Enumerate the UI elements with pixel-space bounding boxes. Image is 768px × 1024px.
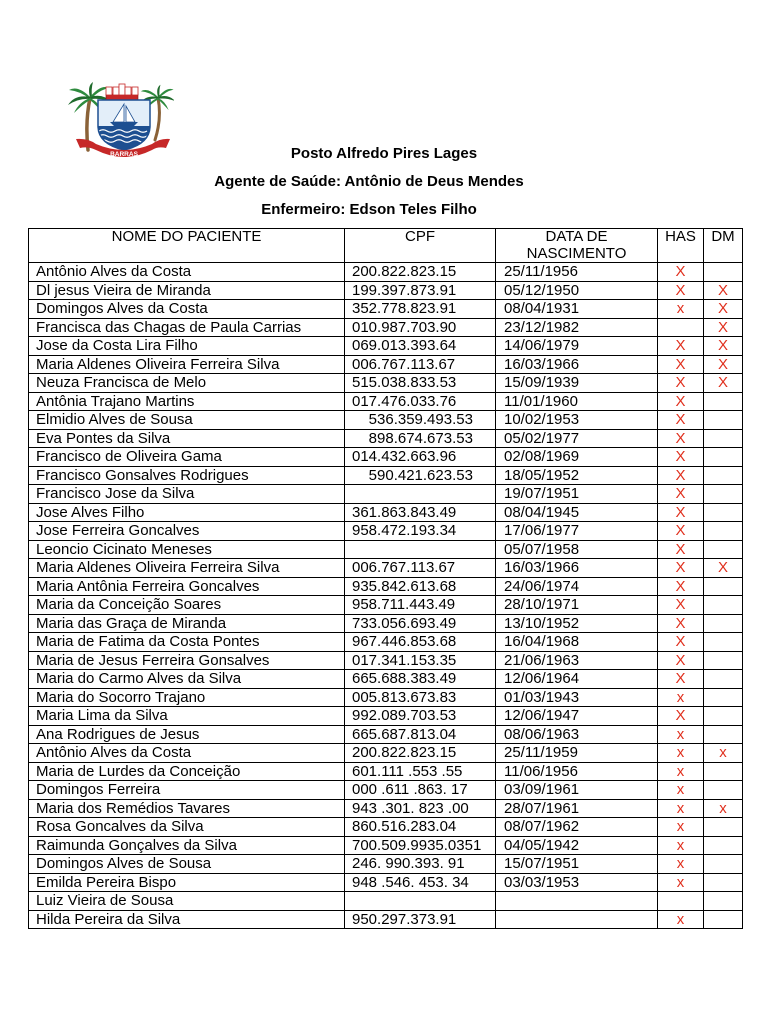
has-mark: X bbox=[658, 651, 704, 670]
table-row bbox=[29, 355, 743, 374]
patient-cpf: 733.056.693.49 bbox=[345, 614, 496, 633]
dm-mark bbox=[704, 540, 743, 559]
patient-cpf: 000 .611 .863. 17 bbox=[345, 781, 496, 800]
dm-mark bbox=[704, 855, 743, 874]
patient-cpf: 200.822.823.15 bbox=[345, 744, 496, 763]
patient-name: Raimunda Gonçalves da Silva bbox=[29, 836, 345, 855]
patient-cpf: 958.472.193.34 bbox=[345, 522, 496, 541]
has-mark: x bbox=[658, 910, 704, 929]
table-row bbox=[29, 429, 743, 448]
table-row bbox=[29, 392, 743, 411]
patient-name: Antônia Trajano Martins bbox=[29, 392, 345, 411]
patient-birth-date: 17/06/1977 bbox=[496, 522, 658, 541]
patient-birth-date: 16/03/1966 bbox=[496, 355, 658, 374]
patient-cpf: 069.013.393.64 bbox=[345, 337, 496, 356]
patient-name: Rosa Goncalves da Silva bbox=[29, 818, 345, 837]
patient-birth-date: 28/10/1971 bbox=[496, 596, 658, 615]
has-mark: X bbox=[658, 577, 704, 596]
patient-birth-date: 05/02/1977 bbox=[496, 429, 658, 448]
has-mark: X bbox=[658, 633, 704, 652]
has-mark: X bbox=[658, 670, 704, 689]
dm-mark bbox=[704, 633, 743, 652]
dm-mark: x bbox=[704, 744, 743, 763]
dm-mark bbox=[704, 688, 743, 707]
has-mark: x bbox=[658, 688, 704, 707]
dm-mark bbox=[704, 596, 743, 615]
dm-mark bbox=[704, 614, 743, 633]
patient-cpf: 017.341.153.35 bbox=[345, 651, 496, 670]
patient-birth-date bbox=[496, 910, 658, 929]
patient-name: Maria das Graça de Miranda bbox=[29, 614, 345, 633]
patient-birth-date: 19/07/1951 bbox=[496, 485, 658, 504]
has-mark: x bbox=[658, 744, 704, 763]
table-row bbox=[29, 540, 743, 559]
has-mark: x bbox=[658, 762, 704, 781]
table-row bbox=[29, 688, 743, 707]
dm-mark bbox=[704, 429, 743, 448]
table-row bbox=[29, 318, 743, 337]
patient-cpf: 005.813.673.83 bbox=[345, 688, 496, 707]
ribbon-text: BARRAS bbox=[110, 151, 138, 158]
patient-birth-date: 12/06/1964 bbox=[496, 670, 658, 689]
patient-cpf: 010.987.703.90 bbox=[345, 318, 496, 337]
patient-cpf: 590.421.623.53 bbox=[345, 466, 496, 485]
has-mark: X bbox=[658, 707, 704, 726]
dm-mark bbox=[704, 873, 743, 892]
table-row bbox=[29, 411, 743, 430]
has-mark: x bbox=[658, 855, 704, 874]
dm-mark bbox=[704, 448, 743, 467]
patient-birth-date: 02/08/1969 bbox=[496, 448, 658, 467]
patient-birth-date: 08/04/1945 bbox=[496, 503, 658, 522]
table-row bbox=[29, 781, 743, 800]
patient-name: Domingos Alves de Sousa bbox=[29, 855, 345, 874]
dm-mark bbox=[704, 781, 743, 800]
dm-mark bbox=[704, 762, 743, 781]
patient-name: Ana Rodrigues de Jesus bbox=[29, 725, 345, 744]
patient-name: Maria de Lurdes da Conceição bbox=[29, 762, 345, 781]
patient-birth-date: 21/06/1963 bbox=[496, 651, 658, 670]
patient-birth-date: 15/07/1951 bbox=[496, 855, 658, 874]
patient-cpf: 967.446.853.68 bbox=[345, 633, 496, 652]
dm-mark bbox=[704, 503, 743, 522]
patient-birth-date: 11/01/1960 bbox=[496, 392, 658, 411]
patient-cpf: 948 .546. 453. 34 bbox=[345, 873, 496, 892]
has-mark: X bbox=[658, 392, 704, 411]
patient-name: Antônio Alves da Costa bbox=[29, 263, 345, 282]
patient-cpf: 006.767.113.67 bbox=[345, 355, 496, 374]
has-mark: x bbox=[658, 725, 704, 744]
patient-cpf: 352.778.823.91 bbox=[345, 300, 496, 319]
patient-birth-date: 03/03/1953 bbox=[496, 873, 658, 892]
table-row bbox=[29, 670, 743, 689]
has-mark: x bbox=[658, 836, 704, 855]
patient-cpf bbox=[345, 540, 496, 559]
dm-mark bbox=[704, 725, 743, 744]
patient-birth-date: 08/07/1962 bbox=[496, 818, 658, 837]
table-row bbox=[29, 873, 743, 892]
table-row bbox=[29, 855, 743, 874]
has-mark: X bbox=[658, 540, 704, 559]
patient-cpf: 361.863.843.49 bbox=[345, 503, 496, 522]
patient-cpf: 958.711.443.49 bbox=[345, 596, 496, 615]
patient-birth-date: 03/09/1961 bbox=[496, 781, 658, 800]
dm-mark bbox=[704, 485, 743, 504]
has-mark: x bbox=[658, 818, 704, 837]
has-mark: X bbox=[658, 503, 704, 522]
patient-name: Emilda Pereira Bispo bbox=[29, 873, 345, 892]
patient-birth-date: 25/11/1959 bbox=[496, 744, 658, 763]
has-mark: X bbox=[658, 596, 704, 615]
patient-name: Maria da Conceição Soares bbox=[29, 596, 345, 615]
patient-name: Maria Aldenes Oliveira Ferreira Silva bbox=[29, 355, 345, 374]
patient-cpf: 898.674.673.53 bbox=[345, 429, 496, 448]
column-header-name: NOME DO PACIENTE bbox=[29, 229, 345, 263]
dm-mark bbox=[704, 577, 743, 596]
patient-name: Hilda Pereira da Silva bbox=[29, 910, 345, 929]
dm-mark: X bbox=[704, 281, 743, 300]
table-row bbox=[29, 744, 743, 763]
patient-birth-date: 16/03/1966 bbox=[496, 559, 658, 578]
patient-name: Neuza Francisca de Melo bbox=[29, 374, 345, 393]
has-mark: X bbox=[658, 281, 704, 300]
patient-birth-date: 14/06/1979 bbox=[496, 337, 658, 356]
patient-name: Domingos Ferreira bbox=[29, 781, 345, 800]
patient-birth-date: 24/06/1974 bbox=[496, 577, 658, 596]
table-row bbox=[29, 651, 743, 670]
patient-name: Maria do Carmo Alves da Silva bbox=[29, 670, 345, 689]
dm-mark: X bbox=[704, 559, 743, 578]
has-mark: x bbox=[658, 799, 704, 818]
patient-name: Maria de Fatima da Costa Pontes bbox=[29, 633, 345, 652]
column-header-birth-date: DATA DE NASCIMENTO bbox=[496, 229, 658, 263]
table-row bbox=[29, 596, 743, 615]
has-mark: X bbox=[658, 337, 704, 356]
patient-cpf bbox=[345, 485, 496, 504]
has-mark: x bbox=[658, 873, 704, 892]
table-row bbox=[29, 263, 743, 282]
table-row bbox=[29, 892, 743, 911]
dm-mark bbox=[704, 707, 743, 726]
has-mark: X bbox=[658, 263, 704, 282]
table-row bbox=[29, 633, 743, 652]
table-row bbox=[29, 836, 743, 855]
patient-cpf bbox=[345, 892, 496, 911]
patient-name: Maria do Socorro Trajano bbox=[29, 688, 345, 707]
patient-name: Leoncio Cicinato Meneses bbox=[29, 540, 345, 559]
patient-birth-date: 25/11/1956 bbox=[496, 263, 658, 282]
patient-birth-date: 16/04/1968 bbox=[496, 633, 658, 652]
has-mark: X bbox=[658, 614, 704, 633]
column-header-has: HAS bbox=[658, 229, 704, 263]
patient-cpf: 200.822.823.15 bbox=[345, 263, 496, 282]
patient-birth-date: 28/07/1961 bbox=[496, 799, 658, 818]
patient-rows bbox=[29, 263, 743, 929]
has-mark: X bbox=[658, 522, 704, 541]
patient-cpf: 860.516.283.04 bbox=[345, 818, 496, 837]
dm-mark bbox=[704, 522, 743, 541]
column-header-dm: DM bbox=[704, 229, 743, 263]
patient-name: Jose da Costa Lira Filho bbox=[29, 337, 345, 356]
has-mark: X bbox=[658, 485, 704, 504]
table-row bbox=[29, 707, 743, 726]
dm-mark bbox=[704, 836, 743, 855]
table-row bbox=[29, 577, 743, 596]
table-row bbox=[29, 485, 743, 504]
patient-birth-date: 05/07/1958 bbox=[496, 540, 658, 559]
has-mark: x bbox=[658, 781, 704, 800]
patient-name: Francisca das Chagas de Paula Carrias bbox=[29, 318, 345, 337]
patient-birth-date: 12/06/1947 bbox=[496, 707, 658, 726]
patient-name: Jose Ferreira Goncalves bbox=[29, 522, 345, 541]
patient-cpf: 199.397.873.91 bbox=[345, 281, 496, 300]
patient-name: Eva Pontes da Silva bbox=[29, 429, 345, 448]
patient-cpf: 601.111 .553 .55 bbox=[345, 762, 496, 781]
header-row bbox=[29, 229, 743, 263]
patient-cpf: 700.509.9935.0351 bbox=[345, 836, 496, 855]
table-row bbox=[29, 614, 743, 633]
patient-birth-date: 05/12/1950 bbox=[496, 281, 658, 300]
patient-birth-date: 13/10/1952 bbox=[496, 614, 658, 633]
has-mark: X bbox=[658, 559, 704, 578]
patient-cpf: 017.476.033.76 bbox=[345, 392, 496, 411]
has-mark bbox=[658, 892, 704, 911]
dm-mark: X bbox=[704, 355, 743, 374]
patient-name: Francisco de Oliveira Gama bbox=[29, 448, 345, 467]
patient-name: Domingos Alves da Costa bbox=[29, 300, 345, 319]
table-row bbox=[29, 799, 743, 818]
dm-mark: X bbox=[704, 318, 743, 337]
has-mark: X bbox=[658, 355, 704, 374]
table-row bbox=[29, 910, 743, 929]
dm-mark bbox=[704, 263, 743, 282]
patient-cpf: 950.297.373.91 bbox=[345, 910, 496, 929]
patient-name: Jose Alves Filho bbox=[29, 503, 345, 522]
patient-birth-date: 23/12/1982 bbox=[496, 318, 658, 337]
patient-table bbox=[28, 228, 743, 929]
patient-name: Maria de Jesus Ferreira Gonsalves bbox=[29, 651, 345, 670]
has-mark: X bbox=[658, 466, 704, 485]
table-row bbox=[29, 466, 743, 485]
table-row bbox=[29, 503, 743, 522]
table-row bbox=[29, 818, 743, 837]
dm-mark bbox=[704, 910, 743, 929]
patient-name: Antônio Alves da Costa bbox=[29, 744, 345, 763]
has-mark: X bbox=[658, 411, 704, 430]
health-agent-line: Agente de Saúde: Antônio de Deus Mendes bbox=[214, 173, 524, 190]
dm-mark bbox=[704, 670, 743, 689]
patient-name: Maria Antônia Ferreira Goncalves bbox=[29, 577, 345, 596]
has-mark: X bbox=[658, 448, 704, 467]
table-row bbox=[29, 522, 743, 541]
patient-birth-date: 08/06/1963 bbox=[496, 725, 658, 744]
column-header-cpf: CPF bbox=[345, 229, 496, 263]
patient-name: Maria dos Remédios Tavares bbox=[29, 799, 345, 818]
patient-birth-date: 15/09/1939 bbox=[496, 374, 658, 393]
table-row bbox=[29, 374, 743, 393]
has-mark: X bbox=[658, 429, 704, 448]
dm-mark bbox=[704, 466, 743, 485]
table-row bbox=[29, 448, 743, 467]
patient-cpf: 992.089.703.53 bbox=[345, 707, 496, 726]
table-row bbox=[29, 281, 743, 300]
patient-cpf: 935.842.613.68 bbox=[345, 577, 496, 596]
table-row bbox=[29, 300, 743, 319]
has-mark: X bbox=[658, 374, 704, 393]
table-row bbox=[29, 337, 743, 356]
table-row bbox=[29, 762, 743, 781]
patient-name: Francisco Jose da Silva bbox=[29, 485, 345, 504]
dm-mark bbox=[704, 818, 743, 837]
patient-birth-date: 04/05/1942 bbox=[496, 836, 658, 855]
patient-birth-date: 01/03/1943 bbox=[496, 688, 658, 707]
patient-cpf: 665.688.383.49 bbox=[345, 670, 496, 689]
patient-name: Elmidio Alves de Sousa bbox=[29, 411, 345, 430]
patient-name: Maria Lima da Silva bbox=[29, 707, 345, 726]
dm-mark: X bbox=[704, 300, 743, 319]
patient-birth-date bbox=[496, 892, 658, 911]
patient-cpf: 246. 990.393. 91 bbox=[345, 855, 496, 874]
mural-crown-icon bbox=[106, 84, 138, 100]
dm-mark: X bbox=[704, 374, 743, 393]
patient-cpf: 536.359.493.53 bbox=[345, 411, 496, 430]
patient-cpf: 006.767.113.67 bbox=[345, 559, 496, 578]
nurse-line: Enfermeiro: Edson Teles Filho bbox=[261, 201, 477, 218]
patient-birth-date: 10/02/1953 bbox=[496, 411, 658, 430]
dm-mark bbox=[704, 392, 743, 411]
dm-mark bbox=[704, 411, 743, 430]
table-row bbox=[29, 559, 743, 578]
dm-mark: X bbox=[704, 337, 743, 356]
dm-mark bbox=[704, 892, 743, 911]
patient-cpf: 665.687.813.04 bbox=[345, 725, 496, 744]
patient-birth-date: 18/05/1952 bbox=[496, 466, 658, 485]
patient-birth-date: 08/04/1931 bbox=[496, 300, 658, 319]
dm-mark: x bbox=[704, 799, 743, 818]
patient-name: Maria Aldenes Oliveira Ferreira Silva bbox=[29, 559, 345, 578]
patient-birth-date: 11/06/1956 bbox=[496, 762, 658, 781]
has-mark: x bbox=[658, 300, 704, 319]
patient-cpf: 515.038.833.53 bbox=[345, 374, 496, 393]
table-header bbox=[29, 229, 743, 263]
patient-name: Luiz Vieira de Sousa bbox=[29, 892, 345, 911]
patient-cpf: 943 .301. 823 .00 bbox=[345, 799, 496, 818]
has-mark bbox=[658, 318, 704, 337]
patient-cpf: 014.432.663.96 bbox=[345, 448, 496, 467]
table-row bbox=[29, 725, 743, 744]
page-title: Posto Alfredo Pires Lages bbox=[290, 145, 478, 162]
patient-name: Francisco Gonsalves Rodrigues bbox=[29, 466, 345, 485]
dm-mark bbox=[704, 651, 743, 670]
patient-name: Dl jesus Vieira de Miranda bbox=[29, 281, 345, 300]
